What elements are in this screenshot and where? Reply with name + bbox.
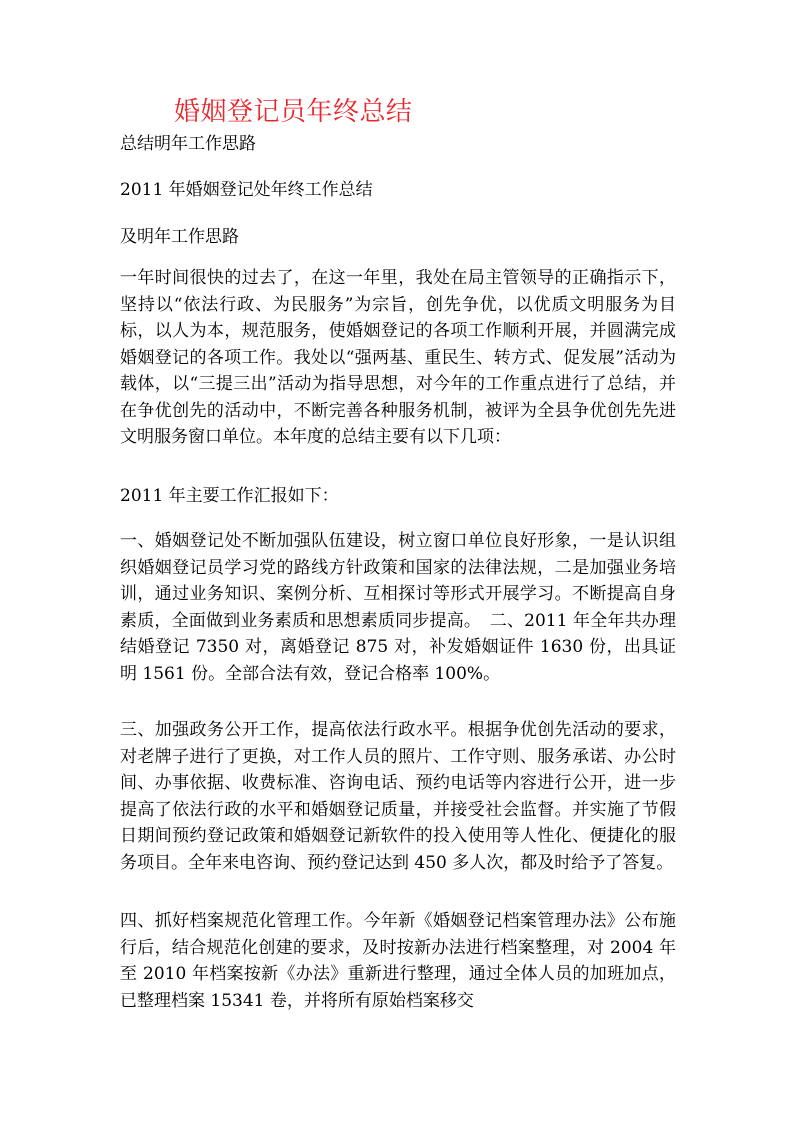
document-title: 婚姻登记员年终总结 [174,97,413,127]
subtitle-line-3: 及明年工作思路 [120,227,239,247]
subtitle-line-1: 总结明年工作思路 [120,134,256,154]
paragraph-section-one-two: 一、婚姻登记处不断加强队伍建设，树立窗口单位良好形象，一是认识组织婚姻登记员学习党的路线方针政策和国家的法律法规，二是加强业务培训，通过业务知识、案例分析、互相探讨等形式开展学习。不断提高自身素质，全面做到业务素质和思想素质同步提高。 二、2011 年全年共办理结婚登记 7350 对，离婚登记 875 对，补发婚姻证件 1630 份，出具证明 1561 份。全部合法有效，登记合格率 100%。 [120,531,676,684]
paragraph-intro: 一年时间很快的过去了，在这一年里，我处在局主管领导的正确指示下，坚持以“依法行政、为民服务”为宗旨，创先争优，以优质文明服务为目标，以人为本，规范服务，使婚姻登记的各项工作顺利开展，并圆满完成婚姻登记的各项工作。我处以“强两基、重民生、转方式、促发展”活动为载体，以“三提三出”活动为指导思想，对今年的工作重点进行了总结，并在争优创先的活动中，不断完善各种服务机制，被评为全县争优创先先进文明服务窗口单位。本年度的总结主要有以下几项： [120,268,676,447]
paragraph-main-work-heading: 2011 年主要工作汇报如下： [120,486,339,506]
paragraph-section-three: 三、加强政务公开工作，提高依法行政水平。根据争优创先活动的要求，对老牌子进行了更换，对工作人员的照片、工作守则、服务承诺、办公时间、办事依据、收费标准、咨询电话、预约电话等内容进行公开，进一步提高了依法行政的水平和婚姻登记质量，并接受社会监督。并实施了节假日期间预约登记政策和婚姻登记新软件的投入使用等人性化、便捷化的服务项目。全年来电咨询、预约登记达到 450 多人次，都及时给予了答复。 [120,720,676,873]
subtitle-line-2: 2011 年婚姻登记处年终工作总结 [120,180,373,200]
paragraph-section-four: 四、抓好档案规范化管理工作。今年新《婚姻登记档案管理办法》公布施行后，结合规范化创建的要求，及时按新办法进行档案整理，对 2004 年至 2010 年档案按新《办法》重新进行整理，通过全体人员的加班加点，已整理档案 15341 卷，并将所有原始档案移交 [120,911,676,1011]
